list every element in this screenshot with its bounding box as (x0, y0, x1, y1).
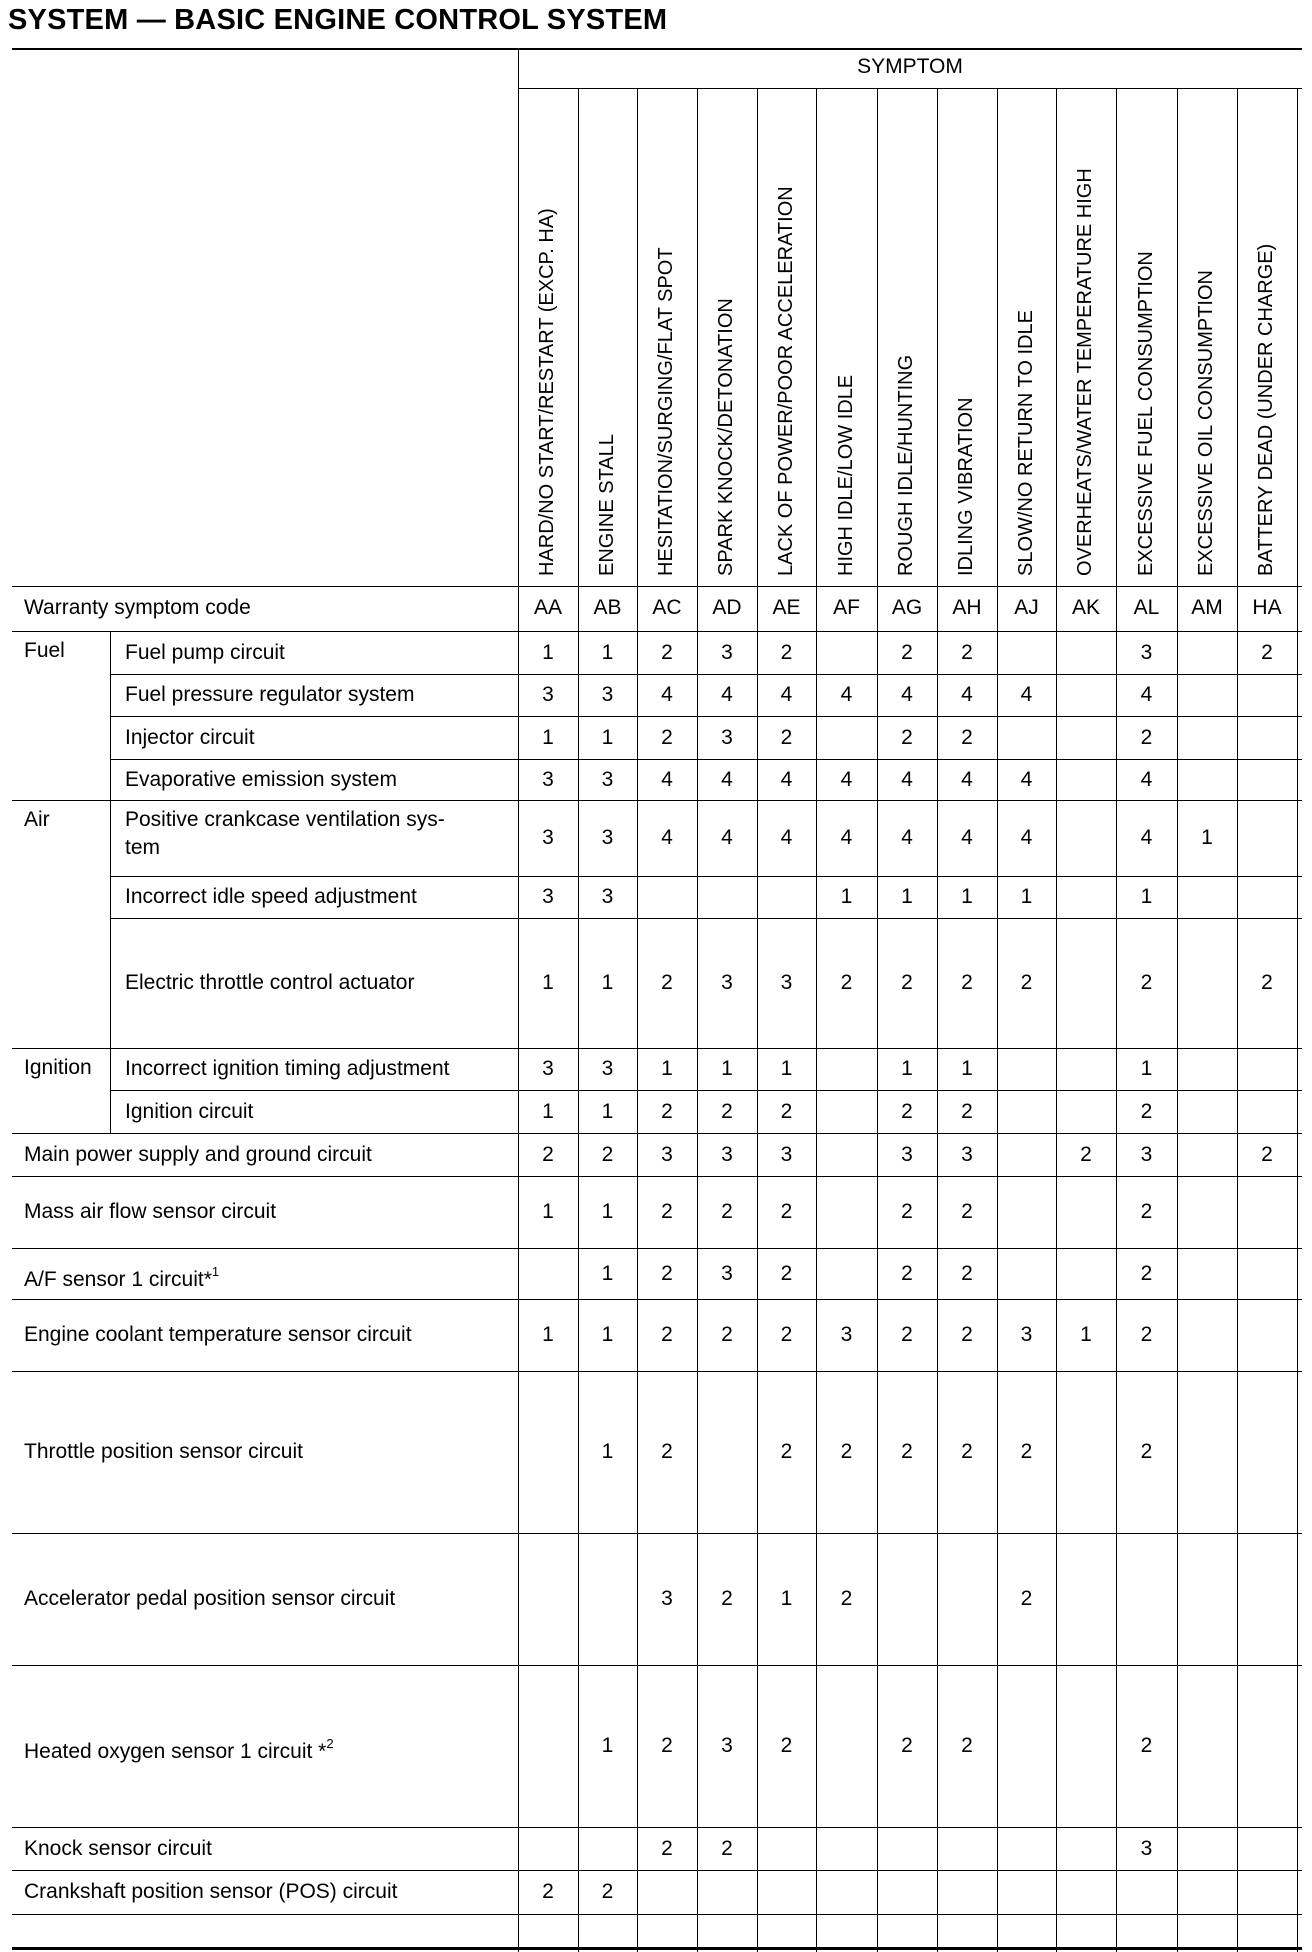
symptom-value: 2 (661, 1099, 673, 1123)
row-label: Incorrect ignition timing adjustment (125, 1057, 450, 1080)
symptom-value: 4 (661, 826, 673, 849)
symptom-value: 2 (901, 1323, 913, 1346)
column-rule (1237, 88, 1238, 1952)
symptom-value: 1 (601, 1440, 614, 1463)
symptom-value: 2 (961, 1323, 973, 1346)
column-rule (1177, 88, 1178, 1952)
column-label: ROUGH IDLE/HUNTING (895, 354, 917, 576)
symptom-value: 1 (542, 725, 554, 749)
symptom-value: 2 (1140, 1261, 1153, 1285)
symptom-value: 4 (1020, 826, 1033, 849)
symptom-value: 3 (961, 1142, 973, 1166)
symptom-value: 4 (1020, 683, 1033, 706)
symptom-value: 1 (601, 1099, 614, 1123)
symptom-value: 3 (601, 683, 614, 706)
symptom-value: 1 (901, 885, 913, 908)
row-rule (110, 1090, 1302, 1091)
row-label: A/F sensor 1 circuit*$^1$ (24, 1263, 220, 1291)
row-rule (12, 1248, 1302, 1249)
column-label: HESITATION/SURGING/FLAT SPOT (655, 247, 677, 576)
column-rule (997, 88, 998, 1952)
symptom-value: 2 (542, 1142, 554, 1166)
symptom-value: 4 (901, 826, 913, 849)
row-label: Injector circuit (125, 725, 255, 749)
symptom-value: 2 (961, 640, 973, 664)
symptom-value: 4 (840, 767, 853, 791)
symptom-code: AK (1071, 596, 1100, 619)
symptom-value: 3 (721, 640, 733, 664)
symptom-value: 4 (901, 683, 913, 706)
symptom-code: AA (533, 596, 562, 619)
symptom-value: 3 (542, 826, 554, 849)
symptom-value: 2 (901, 1261, 913, 1285)
symptom-value: 3 (542, 1057, 554, 1080)
row-rule (110, 918, 1302, 919)
symptom-value: 3 (601, 885, 614, 908)
symptom-value: 1 (601, 1200, 614, 1223)
symptom-code: AJ (1014, 596, 1039, 619)
symptom-value: 4 (661, 683, 673, 706)
footnote-marker: 1 (211, 1263, 220, 1279)
symptom-code: AH (952, 596, 982, 619)
symptom-value: 3 (721, 1261, 733, 1285)
symptom-value: 1 (780, 1587, 793, 1610)
column-rule (518, 50, 519, 1952)
symptom-value: 3 (661, 1142, 673, 1166)
symptom-value: 2 (780, 1261, 793, 1285)
column-label: SPARK KNOCK/DETONATION (715, 298, 737, 576)
symptom-value: 3 (542, 683, 554, 706)
symptom-value: 3 (721, 1734, 733, 1757)
symptom-value: 1 (1020, 885, 1033, 908)
group-label: Air (24, 808, 50, 831)
symptom-value: 1 (542, 1323, 554, 1346)
row-rule (110, 876, 1302, 877)
symptom-table (12, 48, 1302, 1950)
row-rule (12, 1665, 1302, 1666)
symptom-value: 2 (780, 1440, 793, 1463)
row-rule (12, 1048, 1302, 1049)
symptom-value: 2 (1020, 1587, 1033, 1610)
symptom-code: AL (1133, 596, 1160, 619)
row-rule (12, 1870, 1302, 1871)
symptom-value: 1 (721, 1057, 733, 1080)
row-rule (12, 1133, 1302, 1134)
symptom-value: 4 (780, 826, 793, 849)
column-label: IDLING VIBRATION (955, 397, 977, 576)
symptom-value: 3 (542, 885, 554, 908)
row-label: Mass air flow sensor circuit (24, 1200, 277, 1223)
symptom-value: 2 (901, 971, 913, 994)
symptom-code: AD (712, 596, 742, 619)
column-rule (877, 88, 878, 1952)
symptom-value: 2 (661, 640, 673, 664)
row-label: Fuel pump circuit (125, 640, 285, 664)
symptom-value: 2 (780, 1734, 793, 1757)
symptom-value: 2 (1261, 971, 1273, 994)
symptom-value: 3 (1140, 1142, 1153, 1166)
symptom-value: 2 (961, 1099, 973, 1123)
symptom-code: AE (772, 596, 801, 619)
symptom-value: 2 (901, 1440, 913, 1463)
column-label: SLOW/NO RETURN TO IDLE (1014, 310, 1037, 576)
symptom-value: 1 (840, 885, 853, 908)
symptom-value: 2 (961, 1734, 973, 1757)
row-label: Electric throttle control actuator (125, 971, 415, 994)
row-rule (110, 674, 1302, 675)
row-label: Heated oxygen sensor 1 circuit *$^2$ (24, 1736, 334, 1763)
symptom-value: 3 (780, 1142, 793, 1166)
symptom-value: 2 (601, 1142, 614, 1166)
row-label: Accelerator pedal position sensor circuit (24, 1587, 396, 1610)
symptom-value: 1 (601, 971, 614, 994)
symptom-value: 2 (1140, 1734, 1153, 1757)
symptom-code: AF (833, 596, 860, 619)
symptom-value: 3 (601, 826, 614, 849)
symptom-value: 1 (780, 1057, 793, 1080)
symptom-value: 2 (661, 725, 673, 749)
symptom-value: 1 (542, 640, 554, 664)
symptom-value: 1 (1140, 885, 1153, 908)
group-label: Ignition (24, 1056, 92, 1079)
symptom-value: 1 (961, 1057, 973, 1080)
symptom-value: 4 (721, 826, 733, 849)
row-label: Crankshaft position sensor (POS) circuit (24, 1880, 398, 1903)
symptom-value: 4 (721, 683, 733, 706)
symptom-value: 4 (840, 826, 853, 849)
symptom-value: 2 (780, 640, 793, 664)
symptom-value: 4 (661, 767, 673, 791)
symptom-value: 2 (1020, 1440, 1033, 1463)
symptom-value: 2 (721, 1323, 733, 1346)
code-row-rule (12, 586, 1302, 587)
symptom-value: 4 (961, 767, 973, 791)
column-rule (637, 88, 638, 1952)
symptom-value: 2 (661, 1836, 673, 1860)
row-rule (12, 1533, 1302, 1534)
row-rule (12, 1371, 1302, 1372)
symptom-value: 4 (721, 767, 733, 791)
symptom-value: 2 (901, 1200, 913, 1223)
symptom-value: 2 (961, 1261, 973, 1285)
row-rule (12, 631, 1302, 632)
symptom-value: 3 (840, 1323, 853, 1346)
symptom-value: 4 (780, 683, 793, 706)
symptom-value: 4 (961, 826, 973, 849)
symptom-value: 1 (601, 1261, 614, 1285)
column-rule (1116, 88, 1117, 1952)
symptom-value: 2 (661, 1200, 673, 1223)
row-rule (12, 1299, 1302, 1300)
symptom-value: 1 (542, 971, 554, 994)
row-label: Positive crankcase ventilation sys- (125, 808, 445, 831)
group-rule (110, 631, 111, 1133)
symptom-value: 2 (840, 1587, 853, 1610)
column-rule (816, 88, 817, 1952)
symptom-value: 2 (661, 1440, 673, 1463)
column-rule (1056, 88, 1057, 1952)
symptom-value: 2 (1140, 1323, 1153, 1346)
symptom-value: 4 (1140, 767, 1153, 791)
column-rule (1297, 88, 1298, 1952)
symptom-value: 2 (721, 1587, 733, 1610)
row-label: Main power supply and ground circuit (24, 1142, 372, 1166)
symptom-value: 4 (961, 683, 973, 706)
column-label: OVERHEATS/WATER TEMPERATURE HIGH (1074, 168, 1096, 576)
symptom-value: 4 (1020, 767, 1033, 791)
header-rule (518, 88, 1302, 89)
row-rule (12, 1176, 1302, 1177)
symptom-value: 1 (601, 725, 614, 749)
symptom-value: 3 (1140, 1836, 1153, 1860)
symptom-code: AC (652, 596, 682, 619)
symptom-value: 2 (780, 1099, 793, 1123)
symptom-value: 2 (780, 725, 793, 749)
symptom-value: 2 (601, 1880, 614, 1903)
code-row-label: Warranty symptom code (24, 596, 251, 619)
symptom-value: 2 (661, 1323, 673, 1346)
column-label: EXCESSIVE FUEL CONSUMPTION (1134, 251, 1157, 576)
symptom-value: 2 (961, 1200, 973, 1223)
symptom-value: 2 (901, 1099, 913, 1123)
symptom-code: AM (1191, 596, 1223, 619)
symptom-value: 1 (601, 640, 614, 664)
symptom-value: 4 (780, 767, 793, 791)
symptom-value: 2 (542, 1880, 554, 1903)
symptom-value: 4 (901, 767, 913, 791)
row-label: Throttle position sensor circuit (24, 1440, 303, 1463)
symptom-value: 2 (721, 1836, 733, 1860)
row-rule (110, 759, 1302, 760)
symptom-header: SYMPTOM (857, 55, 963, 78)
symptom-value: 1 (1080, 1323, 1092, 1346)
symptom-value: 2 (840, 1440, 853, 1463)
footnote-marker: 2 (326, 1736, 334, 1751)
symptom-value: 2 (1140, 971, 1153, 994)
symptom-value: 1 (661, 1057, 673, 1080)
column-label: LACK OF POWER/POOR ACCELERATION (774, 186, 797, 576)
column-label: HIGH IDLE/LOW IDLE (834, 374, 857, 576)
symptom-value: 3 (721, 971, 733, 994)
symptom-value: 2 (1261, 640, 1273, 664)
symptom-value: 2 (840, 971, 853, 994)
column-label: HARD/NO START/RESTART (EXCP. HA) (536, 208, 558, 576)
symptom-value: 4 (840, 683, 853, 706)
symptom-value: 3 (1020, 1323, 1033, 1346)
symptom-code: AB (593, 596, 622, 619)
symptom-value: 2 (901, 640, 913, 664)
symptom-value: 2 (901, 725, 913, 749)
symptom-value: 1 (1140, 1057, 1153, 1080)
symptom-value: 1 (601, 1323, 614, 1346)
column-rule (697, 88, 698, 1952)
symptom-value: 2 (1261, 1142, 1273, 1166)
symptom-value: 1 (901, 1057, 913, 1080)
symptom-value: 2 (1140, 1099, 1153, 1123)
symptom-value: 4 (1140, 826, 1153, 849)
row-label: Knock sensor circuit (24, 1836, 212, 1860)
column-label: EXCESSIVE OIL CONSUMPTION (1195, 270, 1217, 576)
symptom-value: 3 (721, 725, 733, 749)
row-label: Fuel pressure regulator system (125, 683, 415, 706)
symptom-value: 2 (661, 1734, 673, 1757)
symptom-value: 2 (1140, 725, 1153, 749)
symptom-value: 2 (1140, 1200, 1153, 1223)
column-rule (578, 88, 579, 1952)
symptom-value: 1 (961, 885, 973, 908)
symptom-value: 2 (661, 1261, 673, 1285)
symptom-value: 1 (542, 1200, 554, 1223)
group-label: Fuel (24, 639, 65, 662)
symptom-code: AG (891, 596, 923, 619)
row-rule (12, 800, 1302, 801)
symptom-value: 3 (601, 767, 614, 791)
symptom-code: HA (1252, 596, 1282, 619)
symptom-value: 2 (780, 1200, 793, 1223)
row-label: Incorrect idle speed adjustment (125, 885, 417, 908)
symptom-value: 3 (721, 1142, 733, 1166)
row-label-continued: tem (125, 836, 161, 859)
symptom-value: 4 (1140, 683, 1153, 706)
symptom-value: 3 (601, 1057, 614, 1080)
symptom-value: 2 (1080, 1142, 1092, 1166)
symptom-value: 2 (961, 971, 973, 994)
symptom-value: 3 (901, 1142, 913, 1166)
symptom-value: 2 (901, 1734, 913, 1757)
column-label: BATTERY DEAD (UNDER CHARGE) (1255, 243, 1277, 576)
symptom-value: 2 (721, 1099, 733, 1123)
symptom-value: 2 (961, 1440, 973, 1463)
page-title: SYSTEM — BASIC ENGINE CONTROL SYSTEM (8, 4, 668, 36)
row-rule (12, 1827, 1302, 1828)
symptom-value: 2 (1140, 1440, 1153, 1463)
symptom-value: 3 (661, 1587, 673, 1610)
row-label: Evaporative emission system (125, 767, 397, 791)
symptom-value: 2 (961, 725, 973, 749)
symptom-value: 3 (1140, 640, 1153, 664)
row-rule (12, 1914, 1302, 1915)
row-label: Engine coolant temperature sensor circuit (24, 1323, 412, 1346)
symptom-value: 3 (780, 971, 793, 994)
symptom-value: 2 (780, 1323, 793, 1346)
symptom-value: 1 (601, 1734, 614, 1757)
symptom-value: 1 (1201, 826, 1213, 849)
symptom-value: 2 (721, 1200, 733, 1223)
symptom-value: 2 (1020, 971, 1033, 994)
symptom-value: 2 (661, 971, 673, 994)
row-rule (110, 716, 1302, 717)
column-label: ENGINE STALL (595, 434, 618, 576)
symptom-value: 3 (542, 767, 554, 791)
row-label: Ignition circuit (125, 1099, 254, 1123)
symptom-value: 1 (542, 1099, 554, 1123)
column-rule (937, 88, 938, 1952)
column-rule (757, 88, 758, 1952)
